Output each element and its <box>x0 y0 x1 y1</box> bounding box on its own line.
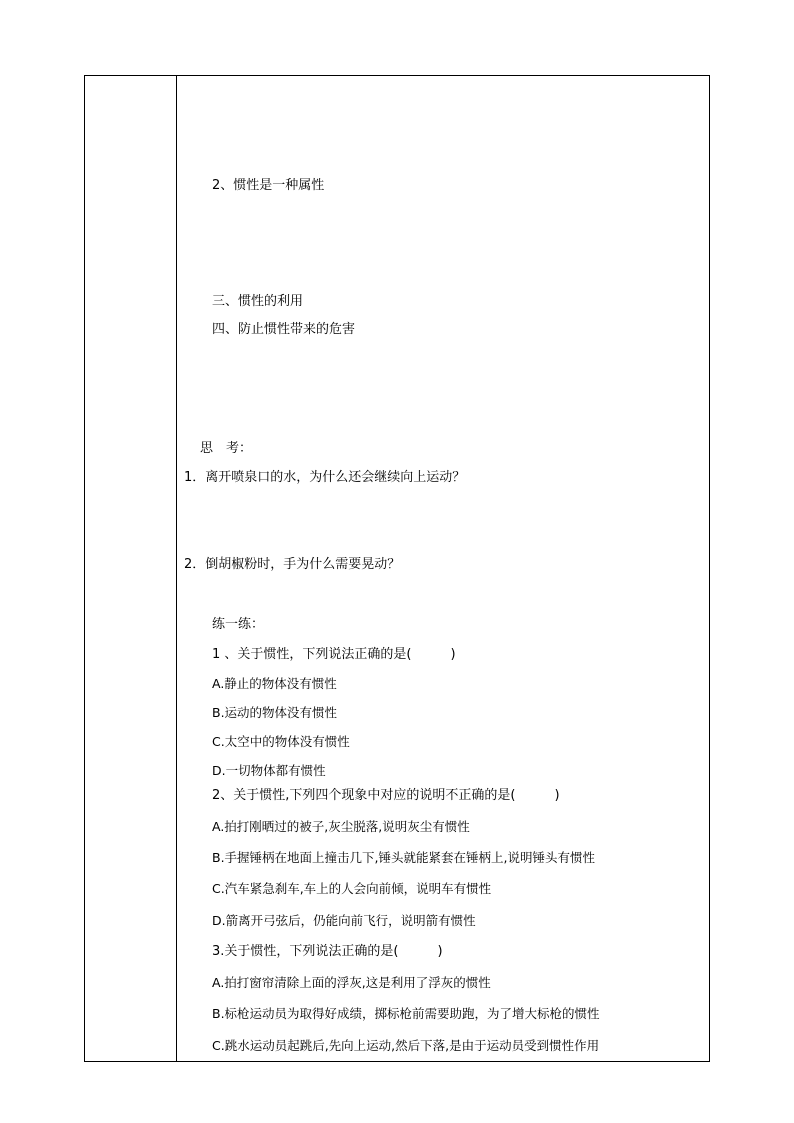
practice-q2-stem: 2、关于惯性,下列四个现象中对应的说明不正确的是( ) <box>212 788 560 803</box>
practice-q3-option: B.标枪运动员为取得好成绩，掷标枪前需要助跑，为了增大标枪的惯性 <box>212 1006 600 1021</box>
inertia-property-point: 2、惯性是一种属性 <box>212 178 325 193</box>
section-use-of-inertia: 三、惯性的利用 <box>212 294 304 309</box>
practice-q2-option: B.手握锤柄在地面上撞击几下,锤头就能紧套在锤柄上,说明锤头有惯性 <box>212 850 595 865</box>
think-heading: 思 考： <box>200 441 253 456</box>
think-question-1: 1．离开喷泉口的水，为什么还会继续向上运动？ <box>184 470 466 485</box>
section-prevent-inertia-harm: 四、防止惯性带来的危害 <box>212 322 356 337</box>
practice-q1-option: C.太空中的物体没有惯性 <box>212 734 350 749</box>
practice-heading: 练一练： <box>212 617 265 632</box>
practice-q3-option: C.跳水运动员起跳后,先向上运动,然后下落,是由于运动员受到惯性作用 <box>212 1038 600 1053</box>
practice-q1-option: B.运动的物体没有惯性 <box>212 705 338 720</box>
practice-q1-stem: 1 、关于惯性，下列说法正确的是( ) <box>212 647 456 662</box>
practice-q2-option: C.汽车紧急刹车,车上的人会向前倾，说明车有惯性 <box>212 881 492 896</box>
practice-q1-option: A.静止的物体没有惯性 <box>212 676 337 691</box>
practice-q3-option: A.拍打窗帘清除上面的浮灰,这是利用了浮灰的惯性 <box>212 975 491 990</box>
practice-q1-option: D.一切物体都有惯性 <box>212 763 326 778</box>
column-divider <box>176 75 177 1062</box>
practice-q2-option: A.拍打刚晒过的被子,灰尘脱落,说明灰尘有惯性 <box>212 819 470 834</box>
think-question-2: 2．倒胡椒粉时，手为什么需要晃动？ <box>184 557 401 572</box>
practice-q3-stem: 3.关于惯性，下列说法正确的是( ) <box>212 944 443 959</box>
practice-q2-option: D.箭离开弓弦后，仍能向前飞行，说明箭有惯性 <box>212 913 476 928</box>
